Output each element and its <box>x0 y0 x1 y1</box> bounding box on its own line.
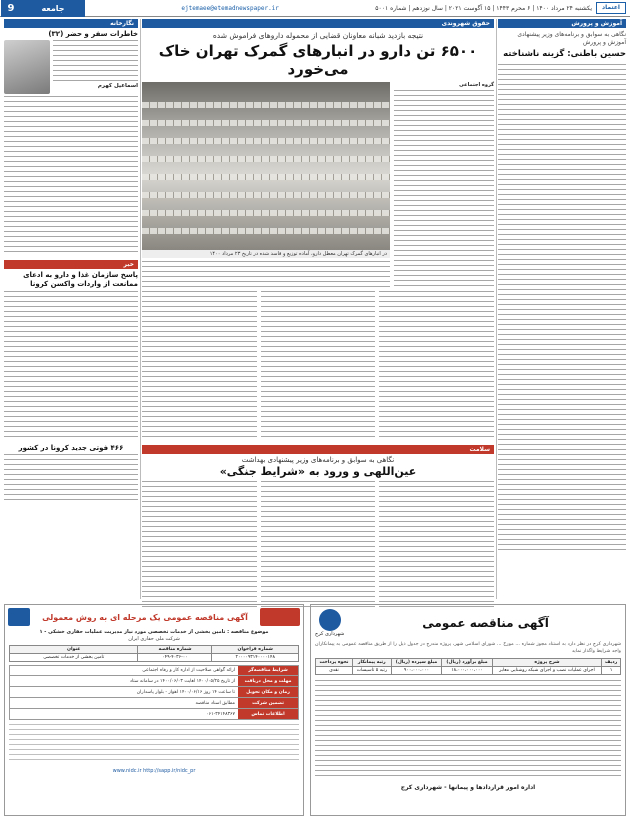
main-kicker: نتیجه بازدید شبانه معاونان قضایی از محموله داروهای فراموش شده <box>212 31 424 40</box>
row-val-2: تا ساعت ۱۴ روز ۱۴۰۰/۰۶/۱۶ اهواز - بلوار پاسداران <box>136 689 235 695</box>
nidc-ad-fineprint <box>9 724 299 764</box>
health-kicker: نگاهی به سوابق و برنامه‌های وزیر پیشنهادی بهداشت <box>241 456 395 464</box>
karaj-tender-table <box>315 658 621 675</box>
kth-1: ردیف <box>602 659 621 667</box>
nidc-logo <box>260 608 300 626</box>
kth-5: رتبه پیمانکار <box>352 659 391 667</box>
date-line: یکشنبه ۲۴ مرداد ۱۴۰۰ | ۶ محرم ۱۴۴۳ | ۱۵ آگوست ۲۰۲۱ | سال نوزدهم | شماره ۵۰۰۱ <box>375 4 592 12</box>
right-article-body <box>498 64 626 554</box>
byline: گروه اجتماعی <box>459 82 494 88</box>
health-section-header: سلامت <box>142 445 494 454</box>
right-column <box>498 19 626 599</box>
masthead-right <box>375 2 630 14</box>
ktd-4: ۹۰۰،۰۰۰،۰۰۰ <box>391 667 442 675</box>
th-2: شماره مناقصه <box>138 646 212 654</box>
body-col-3 <box>142 291 257 441</box>
author-name: اسماعیل کهرم <box>97 83 138 89</box>
author-intro <box>53 40 138 82</box>
ktd-3: ۱۸،۰۰۰،۰۰۰،۰۰۰ <box>442 667 492 675</box>
row-key-1: مهلت و محل دریافت <box>238 676 298 686</box>
nidc-tender-ad <box>4 604 304 816</box>
news2-body <box>4 454 138 504</box>
right-section-header: آموزش و پرورش <box>498 19 626 28</box>
kth-2: شرح پروژه <box>492 659 602 667</box>
ktd-6: نقدی <box>316 667 353 675</box>
row-key-4: اطلاعات تماس <box>238 709 298 719</box>
row-key-3: تضمین شرکت <box>238 698 298 708</box>
warehouse-photo <box>142 82 390 250</box>
ktd-2: اجرای عملیات نصب و اجرای شبکه روشنایی معابر <box>492 667 602 675</box>
td-3: تامین بخشی از خدمات تخصصی <box>10 654 138 662</box>
karaj-ad-title: آگهی مناقصه عمومی <box>422 616 549 630</box>
photo-block <box>142 82 390 287</box>
section-tab: جامعه <box>21 0 85 17</box>
th-3: عنوان <box>10 646 138 654</box>
karaj-logo <box>319 609 341 631</box>
health-col-3 <box>142 481 257 609</box>
karaj-ad-conditions <box>315 680 621 780</box>
intro-body <box>394 90 494 286</box>
left-column <box>4 19 138 599</box>
right-headline: حسین باطنی: گزینه ناشناخته <box>503 49 626 59</box>
right-kicker: نگاهی به سوابق و برنامه‌های وزیر پیشنهادی آموزش و پرورش <box>517 31 626 46</box>
oil-ministry-logo <box>8 608 30 626</box>
masthead <box>0 0 630 17</box>
karaj-org: شهرداری کرج <box>315 631 345 637</box>
row-key-2: زمان و مکان تحویل <box>238 687 298 697</box>
main-top-area <box>142 82 494 287</box>
nidc-ad-title: آگهی مناقصه عمومی یک مرحله ای به روش معمولی <box>42 612 248 622</box>
main-headline: ۶۵۰۰ تن دارو در انبارهای گمرک تهران خاک می‌خورد <box>158 42 478 78</box>
health-headline: عین‌اللهی و ورود به «شرایط جنگی» <box>219 465 417 478</box>
karaj-tender-ad <box>310 604 626 816</box>
row-val-1: از تاریخ ۱۴۰۰/۰۵/۲۵ لغایت ۱۴۰۰/۰۶/۰۳ در سامانه ستاد <box>129 678 235 684</box>
left-headline: خاطرات سفر و حضر (۳۲) <box>48 30 138 38</box>
author-portrait <box>4 40 50 94</box>
news1-headline: پاسخ سازمان غذا و دارو به ادعای ممانعت از واردات واکسن کرونا <box>23 271 138 288</box>
health-body-columns <box>142 481 494 609</box>
kth-4: مبلغ سپرده (ریال) <box>391 659 442 667</box>
karaj-ad-footer: اداره امور قراردادها و پیمانها - شهرداری کرج <box>400 784 536 792</box>
main-intro-text <box>394 82 494 287</box>
health-col-2 <box>261 481 376 609</box>
nidc-ad-footer[interactable]: www.nidc.ir http://sapp.ir/nidc_pr <box>112 768 196 774</box>
td-2: ۰۴۹-۴۰۳۶-۰۰ <box>138 654 212 662</box>
left-section-header: نگارخانه <box>4 19 138 28</box>
ktd-1: ۱ <box>602 667 621 675</box>
kth-6: نحوه پرداخت <box>316 659 353 667</box>
karaj-intro: شهرداری کرج در نظر دارد به استناد مجوز شماره ... مورخ ... شورای اسلامی شهر، پروژه مندرج در جدول ذیل را از طریق مناقصه عمومی به پیمانکاران واجد شرایط واگذار نماید <box>315 642 621 655</box>
nidc-ad-subject: موضوع مناقصه : تامین بخشی از خدمات تخصصی مورد نیاز مدیریت عملیات حفاری خشکی - ۱ <box>39 629 269 635</box>
page-number: 9 <box>1 0 21 17</box>
column-body <box>4 96 138 256</box>
nidc-form <box>5 665 303 720</box>
newspaper-logo: اعتماد <box>596 2 626 14</box>
masthead-left <box>0 0 85 17</box>
nidc-tender-table <box>9 645 299 662</box>
row-val-0: ارائه گواهی صلاحیت از اداره کار و رفاه اجتماعی <box>142 668 235 673</box>
body-col-2 <box>261 291 376 441</box>
main-column <box>142 19 494 599</box>
main-section-header: حقوق شهروندی <box>142 19 494 28</box>
author-block <box>4 40 138 94</box>
news1-body <box>4 291 138 441</box>
th-1: شماره فراخوان <box>212 646 299 654</box>
row-key-0: شرایط مناقصه‌گر <box>238 666 298 675</box>
main-body-columns <box>142 291 494 441</box>
photo-below-text <box>142 261 390 287</box>
ktd-5: رتبه ۵ تاسیسات <box>352 667 391 675</box>
news2-headline: ۴۶۶ فوتی جدید کرونا در کشور <box>18 444 124 452</box>
news-section-header: خبر <box>4 260 138 269</box>
nidc-org: شرکت ملی حفاری ایران <box>128 636 180 642</box>
body-col-1 <box>379 291 494 441</box>
row-val-3: مطابق اسناد مناقصه <box>195 700 235 706</box>
health-col-1 <box>379 481 494 609</box>
td-1: ۲۰۰۰۰۹۳۱۴۰۰۰۰۱۴۸ <box>212 654 299 662</box>
column-divider-left <box>140 19 141 599</box>
column-divider <box>496 19 497 599</box>
photo-caption: در انبارهای گمرک تهران معطل دارو، آماده توزیع و فاسد شده در تاریخ ۲۳ مرداد ۱۴۰۰ <box>142 250 390 258</box>
row-val-4: ۰۶۱-۳۴۱۴۸۳۶۷ <box>206 711 235 717</box>
kth-3: مبلغ برآورد (ریال) <box>442 659 492 667</box>
contact-email[interactable]: ejtemaee@etemadnewspaper.ir <box>181 4 279 12</box>
